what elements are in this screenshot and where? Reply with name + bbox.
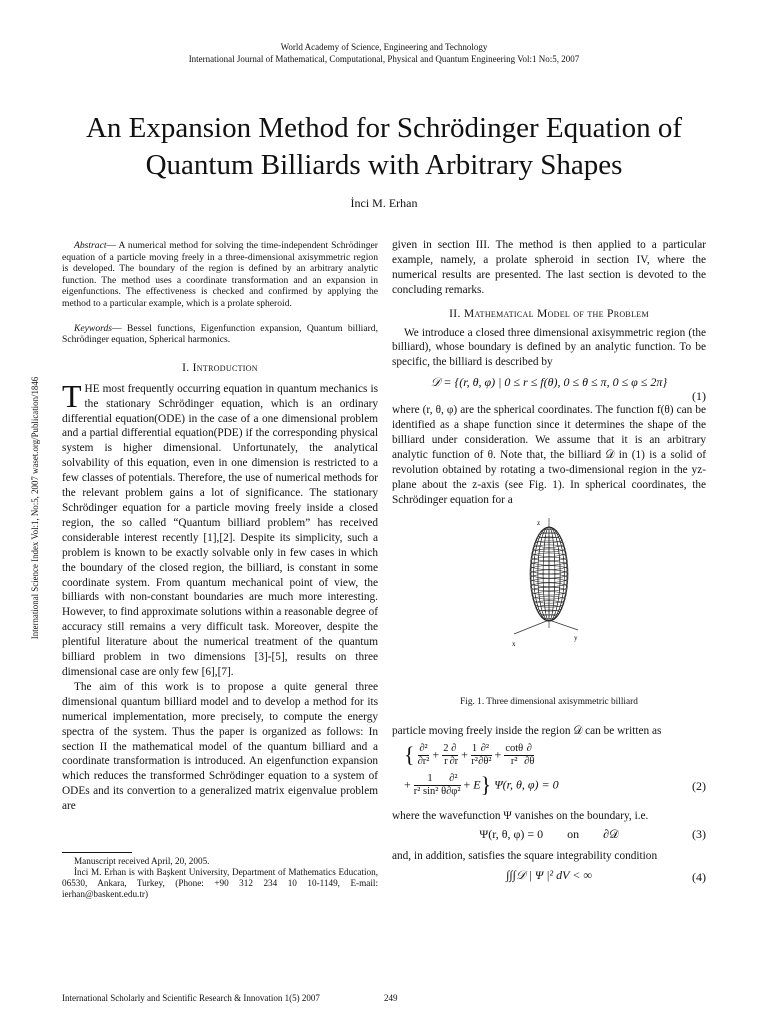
eq1-body: 𝒟 = {(r, θ, φ) | 0 ≤ r ≤ f(θ), 0 ≤ θ ≤ π, 0 ≤ φ ≤ 2π}: [430, 375, 668, 390]
title-line2: Quantum Billiards with Arbitrary Shapes: [145, 149, 623, 181]
side-index-text: International Science Index Vol:1, No:5, 2007 waset.org/Publication/1846: [30, 376, 40, 640]
right-column-bottom: [392, 724, 706, 892]
section1-title: I. Introduction: [182, 360, 258, 374]
eq1-number: (1): [692, 389, 706, 404]
keywords-text: — Bessel functions, Eigenfunction expansion, Quantum billiard, Schrödinger equation, Spherical harmonics.: [62, 322, 378, 346]
right-para1: We introduce a closed three dimensional axisymmetric region (the billiard), whose boundary is defined by an analytic function. To be specific, the billiard is described by: [392, 326, 706, 369]
page-number: 249: [384, 993, 398, 1003]
footnote: [62, 856, 378, 900]
right-column-top: [392, 238, 706, 508]
keywords-label: Keywords: [74, 322, 113, 334]
section2-title: II. Mathematical Model of the Problem: [449, 306, 649, 320]
right-para2: where (r, θ, φ) are the spherical coordinates. The function f(θ) can be identified as a shape function since it determines the shape of the billiard under consideration. We assume that it is an arbitrary analytic function of θ. Note that, the billiard 𝒟 in (1) is a solid of revolution obtained by rotating a two-dimensional region in the yz-plane about the z-axis (see Fig. 1). In spherical coordinates, the Schrödinger equation for a: [392, 404, 706, 506]
equation-3: [392, 827, 706, 847]
intro-para2: The aim of this work is to propose a quite general three dimensional quantum billiard model and to develop a method for its numerical implementation, more precisely, to compute the energy spectra of the system. Thus the paper is organized as follows: In section II the mathematical model of the quantum billiard and a coordinate transformation is introduced. An eigenfunction expansion which reduces the transformed Schrödinger equation to a system of ODEs and its convertion to a generalized matrix eigenvalue problem are: [62, 680, 378, 813]
journal-header-line2: International Journal of Mathematical, Computational, Physical and Quantum Engineering Vol:1 No:5, 2007: [188, 54, 580, 64]
left-column: [62, 240, 378, 814]
equation-1: [392, 375, 706, 403]
axis-z-label: z: [537, 519, 541, 527]
eq2-line1: { $\frac{\text{∂²}}{\text{∂r²}}$ + $\frac{2}{r}$ $\frac{\partial}{\partial r}$ + $\frac{1}{\text{r²}}$ $\frac{\text{∂²}}{\text{∂θ²}}$ + $\frac{\cot\theta}{\text{r²}}$ $\frac{\partial}{\partial\theta}$: [404, 741, 535, 767]
equation-4: [392, 868, 706, 892]
keywords: [62, 323, 378, 346]
eq2-number: (2): [692, 778, 706, 793]
eq3-body: Ψ(r, θ, φ) = 0 on ∂𝒟: [479, 826, 619, 841]
right-para5: and, in addition, satisfies the square integrability condition: [392, 849, 658, 862]
abstract-text: — A numerical method for solving the time-independent Schrödinger equation of a particle moving freely in a three-dimensional axisymmetric region is developed. The boundary of the region is defined by an arbitrary analytic function. The method uses a coordinate transformation and an expansion in eigenfunctions. The effectiveness is checked and confirmed by applying the method to a particular example, which is a prolate spheroid.: [62, 240, 378, 309]
eq3-number: (3): [692, 826, 706, 841]
footnote-line2: İnci M. Erhan is with Başkent University, Department of Mathematics Education, 06530, Ankara, Turkey, (Phone: +90 312 234 10 10-1149, E-mail: ierhan@baskent.edu.tr): [62, 867, 378, 899]
footnote-rule: [62, 852, 132, 853]
paper-title: [40, 110, 728, 184]
eq4-number: (4): [692, 869, 706, 884]
footer-left: International Scholarly and Scientific Research & Innovation 1(5) 2007: [62, 993, 320, 1003]
right-para3: particle moving freely inside the region 𝒟 can be written as: [392, 725, 662, 737]
equation-2: [392, 743, 706, 803]
axis-x-label: x: [512, 640, 516, 648]
figure-caption: Fig. 1. Three dimensional axisymmetric billiard: [460, 697, 638, 707]
section1-body: [62, 377, 378, 814]
title-line1: An Expansion Method for Schrödinger Equation of: [85, 112, 682, 144]
intro-para1: HE most frequently occurring equation in quantum mechanics is the stationary Schrödinger equation, which is an ordinary differential equation(ODE) in the case of a one dimensional problem and a partial differential equation(PDE) if the corresponding physical system is higher dimensional. Unfortunately, the analytical solvability of this equation, even in one dimension is restricted to a few classes of potentials. Therefore, the use of numerical methods for the relevant problem gains a lot of significance. The stationary Schrödinger equation for a particle moving freely inside a closed region, the so called “Quantum billiard problem” has received considerable interest recently [1],[2]. Despite its simplicity, such a problem is known to be exactly solvable only in few cases in which the boundary of the closed region, the billiard, is constant in some coordinate system. From quantum mechanical point of view, the billiards with non-constant boundaries are much more interesting. However, to find approximate solutions within a reasonable degree of accuracy still remains a very difficult task. Moreover, despite the plentiful literature about the numerical treatment of the quantum billiard problem in two dimensions [3]-[5], results on three dimensional case are only few [6],[7].: [62, 382, 378, 678]
eq2-line2: + $\frac{1}{\text{r² sin² θ}}$ $\frac{\text{∂²}}{\text{∂φ²}}$ + E} Ψ(r, θ, φ) = 0: [404, 771, 559, 797]
journal-header-line1: World Academy of Science, Engineering and Technology: [280, 42, 488, 52]
axis-y-label: y: [574, 634, 578, 642]
eq4-body: ∫∫∫𝒟 | Ψ |² dV < ∞: [506, 867, 592, 882]
billiard-figure: [500, 508, 610, 654]
right-para4: where the wavefunction Ψ vanishes on the boundary, i.e.: [392, 809, 649, 822]
footnote-line1: Manuscript received April, 20, 2005.: [74, 856, 210, 866]
abstract-label: Abstract: [74, 240, 107, 251]
dropcap: T: [62, 377, 82, 414]
abstract: [62, 240, 378, 310]
author-name: İnci M. Erhan: [350, 196, 418, 210]
right-para0: given in section III. The method is then applied to a particular example, namely, a prolate spheroid in section IV, where the numerical results are presented. The last section is devoted to the concluding remarks.: [392, 239, 706, 296]
